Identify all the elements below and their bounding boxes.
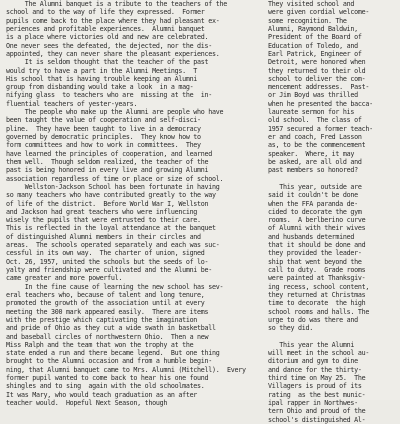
- left-column-line: wisely the pupils that were entrusted to their care.: [6, 216, 201, 225]
- right-column-line: Alumni, Raymond Baldwin,: [268, 24, 358, 33]
- left-column-line: fluential teachers of yester-years.: [6, 99, 138, 108]
- left-column-line: and baseball circles of northwestern Ohio. Then a new: [6, 332, 209, 341]
- left-column-line: Oct. 26, 1957, united the schools but the seeds of lo-: [6, 257, 209, 266]
- right-column-line: said it couldn't be done: [268, 191, 358, 200]
- left-column-line: The Alumni banquet is a tribute to the teachers of the: [6, 0, 228, 8]
- left-column-line: governed by democratic principles. They know how to: [6, 133, 201, 141]
- left-column-line: His school that is having trouble keeping an Alumni: [6, 74, 198, 83]
- right-column-line: were given cordial welcome-: [268, 8, 370, 17]
- right-column-line: so they did.: [268, 324, 313, 333]
- left-column-line: The people who make up the Alumni are people who have: [6, 108, 224, 117]
- left-column-line: pupils come back to the place where they had pleasant ex-: [6, 16, 220, 25]
- left-column-line: nifying glass to teachers who are missing at the in-: [6, 91, 213, 100]
- left-column-line: One never sees the defeated, the dejected, nor the dis-: [6, 41, 213, 50]
- right-column-line: old school. The class of: [268, 116, 362, 125]
- left-column-line: pline. They have been taught to live in a democracy: [6, 124, 201, 133]
- right-column-line: er and coach, Fred Lasson: [268, 133, 362, 141]
- left-column-line: appointed, they can never share the pleasant experiences.: [6, 49, 220, 58]
- right-column-line: Education of Toledo, and: [268, 41, 358, 50]
- right-column-line: were painted at Thanksgiv-: [268, 274, 366, 283]
- right-column-line: or Jim Boyd was thrilled: [268, 91, 358, 100]
- left-column-line: Wellston-Jackson School has been fortunate in having: [6, 182, 220, 191]
- right-column-line: when he presented the bacca-: [268, 99, 373, 108]
- left-column-line: so many teachers who have contributed greatly to the way: [6, 191, 216, 200]
- left-column-line: brought to the Alumni occasion and from a humble begin-: [6, 357, 213, 366]
- right-column-line: [268, 333, 396, 341]
- right-column-line: they provided the leader-: [268, 249, 362, 258]
- left-column-line: of life of the district. Before World War I, Wellston: [6, 199, 209, 208]
- left-column-line: In the fine cause of learning the new school has sev-: [6, 282, 224, 291]
- left-column-line: ning, that Alumni banquet came to Mrs. Alumni (Mitchell). Every: [6, 365, 246, 374]
- left-column-line: group from disbanding would take a look in a mag-: [6, 83, 194, 92]
- right-text-column: [268, 0, 396, 424]
- right-column-line: This year, outside are: [268, 182, 362, 191]
- left-column-line: and pride of Ohio as they cut a wide swath in basketball: [6, 324, 216, 333]
- right-column-line: They visited school and: [268, 0, 355, 8]
- right-column-line: when the FFA paranda de-: [268, 199, 358, 208]
- right-column-line: 1957 secured a former teach-: [268, 124, 373, 133]
- right-column-line: that it should be done and: [268, 241, 366, 250]
- right-column-line: will meet in the school au-: [268, 349, 370, 358]
- right-column-line: tern Ohio and proud of the: [268, 407, 366, 416]
- right-column-line: as, to be the commencement: [268, 141, 366, 150]
- right-column-line: speaker. Where, it may: [268, 149, 355, 158]
- right-column-line: and husbands determined: [268, 232, 355, 241]
- right-column-line: third time on May 25. The: [268, 374, 366, 383]
- right-column-line: rating as the best munic-: [268, 390, 366, 399]
- right-column-line: Detroit, were honored when: [268, 58, 366, 67]
- right-column-line: rooms. A berlberino curve: [268, 216, 366, 225]
- left-column-line: form committees and how to work in committees. They: [6, 141, 201, 150]
- left-column-line: yalty and friendship were cultivated and the Alumni be-: [6, 266, 213, 274]
- right-column-line: ditorium and gym to dine: [268, 357, 358, 366]
- right-column-line: school's distinguished Al-: [268, 415, 366, 424]
- left-column-line: past is being honored in every live and growing Alumni: [6, 166, 209, 175]
- left-column-line: school and to the way of life they expressed. Former: [6, 8, 205, 17]
- right-column-line: school to deliver the com-: [268, 74, 366, 83]
- right-column-line: call to duty. Grade rooms: [268, 266, 366, 274]
- left-column-line: It is seldom thought that the teacher of the past: [6, 58, 209, 67]
- left-column-line: is a place where victories old and new are celebrated.: [6, 33, 209, 42]
- left-column-line: with the prestige which captivating the imagination: [6, 315, 198, 324]
- left-column-line: would try to have a part in the Alumni Meetings. T: [6, 66, 198, 75]
- left-column-line: came greater and more powerful.: [6, 274, 123, 283]
- right-column-line: they returned at Christmas: [268, 290, 366, 299]
- left-column-line: teacher would. Hopeful Next Season, though: [6, 399, 171, 407]
- right-column-line: school rooms and halls. The: [268, 307, 370, 316]
- left-column-line: former pupil wanted to come back to hear his one found: [6, 374, 209, 383]
- right-column-line: [268, 175, 396, 183]
- left-column-line: areas. The schools operated separately and each was suc-: [6, 241, 220, 250]
- right-column-line: and dance for the thirty-: [268, 365, 362, 374]
- left-column-line: have learned the principles of cooperation, and learned: [6, 149, 213, 158]
- right-column-line: This year the Alumni: [268, 340, 355, 349]
- left-column-line: of distinguished Alumni members in their circles and: [6, 232, 201, 241]
- left-column-line: been taught the value of cooperation and self-disci-: [6, 116, 201, 125]
- right-column-line: time to decorate the high: [268, 299, 366, 308]
- right-column-line: laureate sermon for his: [268, 108, 355, 117]
- right-column-line: ipal rapper in Northwes-: [268, 399, 358, 407]
- left-column-line: It was Mary, who would teach graduation as an after: [6, 390, 198, 399]
- right-column-line: President of the Board of: [268, 33, 362, 42]
- right-column-line: be asked, are all old and: [268, 157, 362, 166]
- right-column-line: ship that went beyond the: [268, 257, 362, 266]
- right-column-line: Earl Patrick, Engineer of: [268, 49, 362, 58]
- right-column-line: they returned to their old: [268, 66, 366, 75]
- right-column-line: of Alumni with their wives: [268, 224, 366, 233]
- left-column-line: promoted the growth of the association until at every: [6, 299, 205, 308]
- left-column-line: and Jackson had great teachers who were influencing: [6, 207, 198, 216]
- right-column-line: urge to do was there and: [268, 315, 358, 324]
- left-column-line: Miss Ralph and the team that won the trophy at the: [6, 340, 194, 349]
- right-column-line: Villagers is proud of its: [268, 382, 362, 391]
- left-column-line: shingles and to sing again with the old schoolmates.: [6, 382, 205, 391]
- right-column-line: mencement addresses. Past-: [268, 83, 370, 92]
- left-column-line: meeting the 300 mark appeared easily. There are items: [6, 307, 209, 316]
- right-column-line: some recognition. The: [268, 16, 347, 25]
- left-text-column: [6, 0, 260, 407]
- left-column-line: state ended a run and there became legend. But one thing: [6, 349, 220, 358]
- left-column-line: cessful in its own way. The charter of union, signed: [6, 249, 205, 258]
- right-column-line: cided to decorate the gym: [268, 207, 362, 216]
- left-column-line: them well. Though seldom realized, the teacher of the: [6, 157, 209, 166]
- left-column-line: periences and profitable experiences. Alumni banquet: [6, 24, 205, 33]
- right-column-line: ing recess, school content,: [268, 282, 370, 291]
- left-column-line: association regardless of time or place or size of school.: [6, 174, 224, 183]
- right-column-line: past members so honored?: [268, 166, 358, 175]
- left-column-line: eral teachers who, because of talent and long tenure,: [6, 290, 205, 299]
- left-column-line: This is reflected in the loyal attendance at the banquet: [6, 224, 216, 233]
